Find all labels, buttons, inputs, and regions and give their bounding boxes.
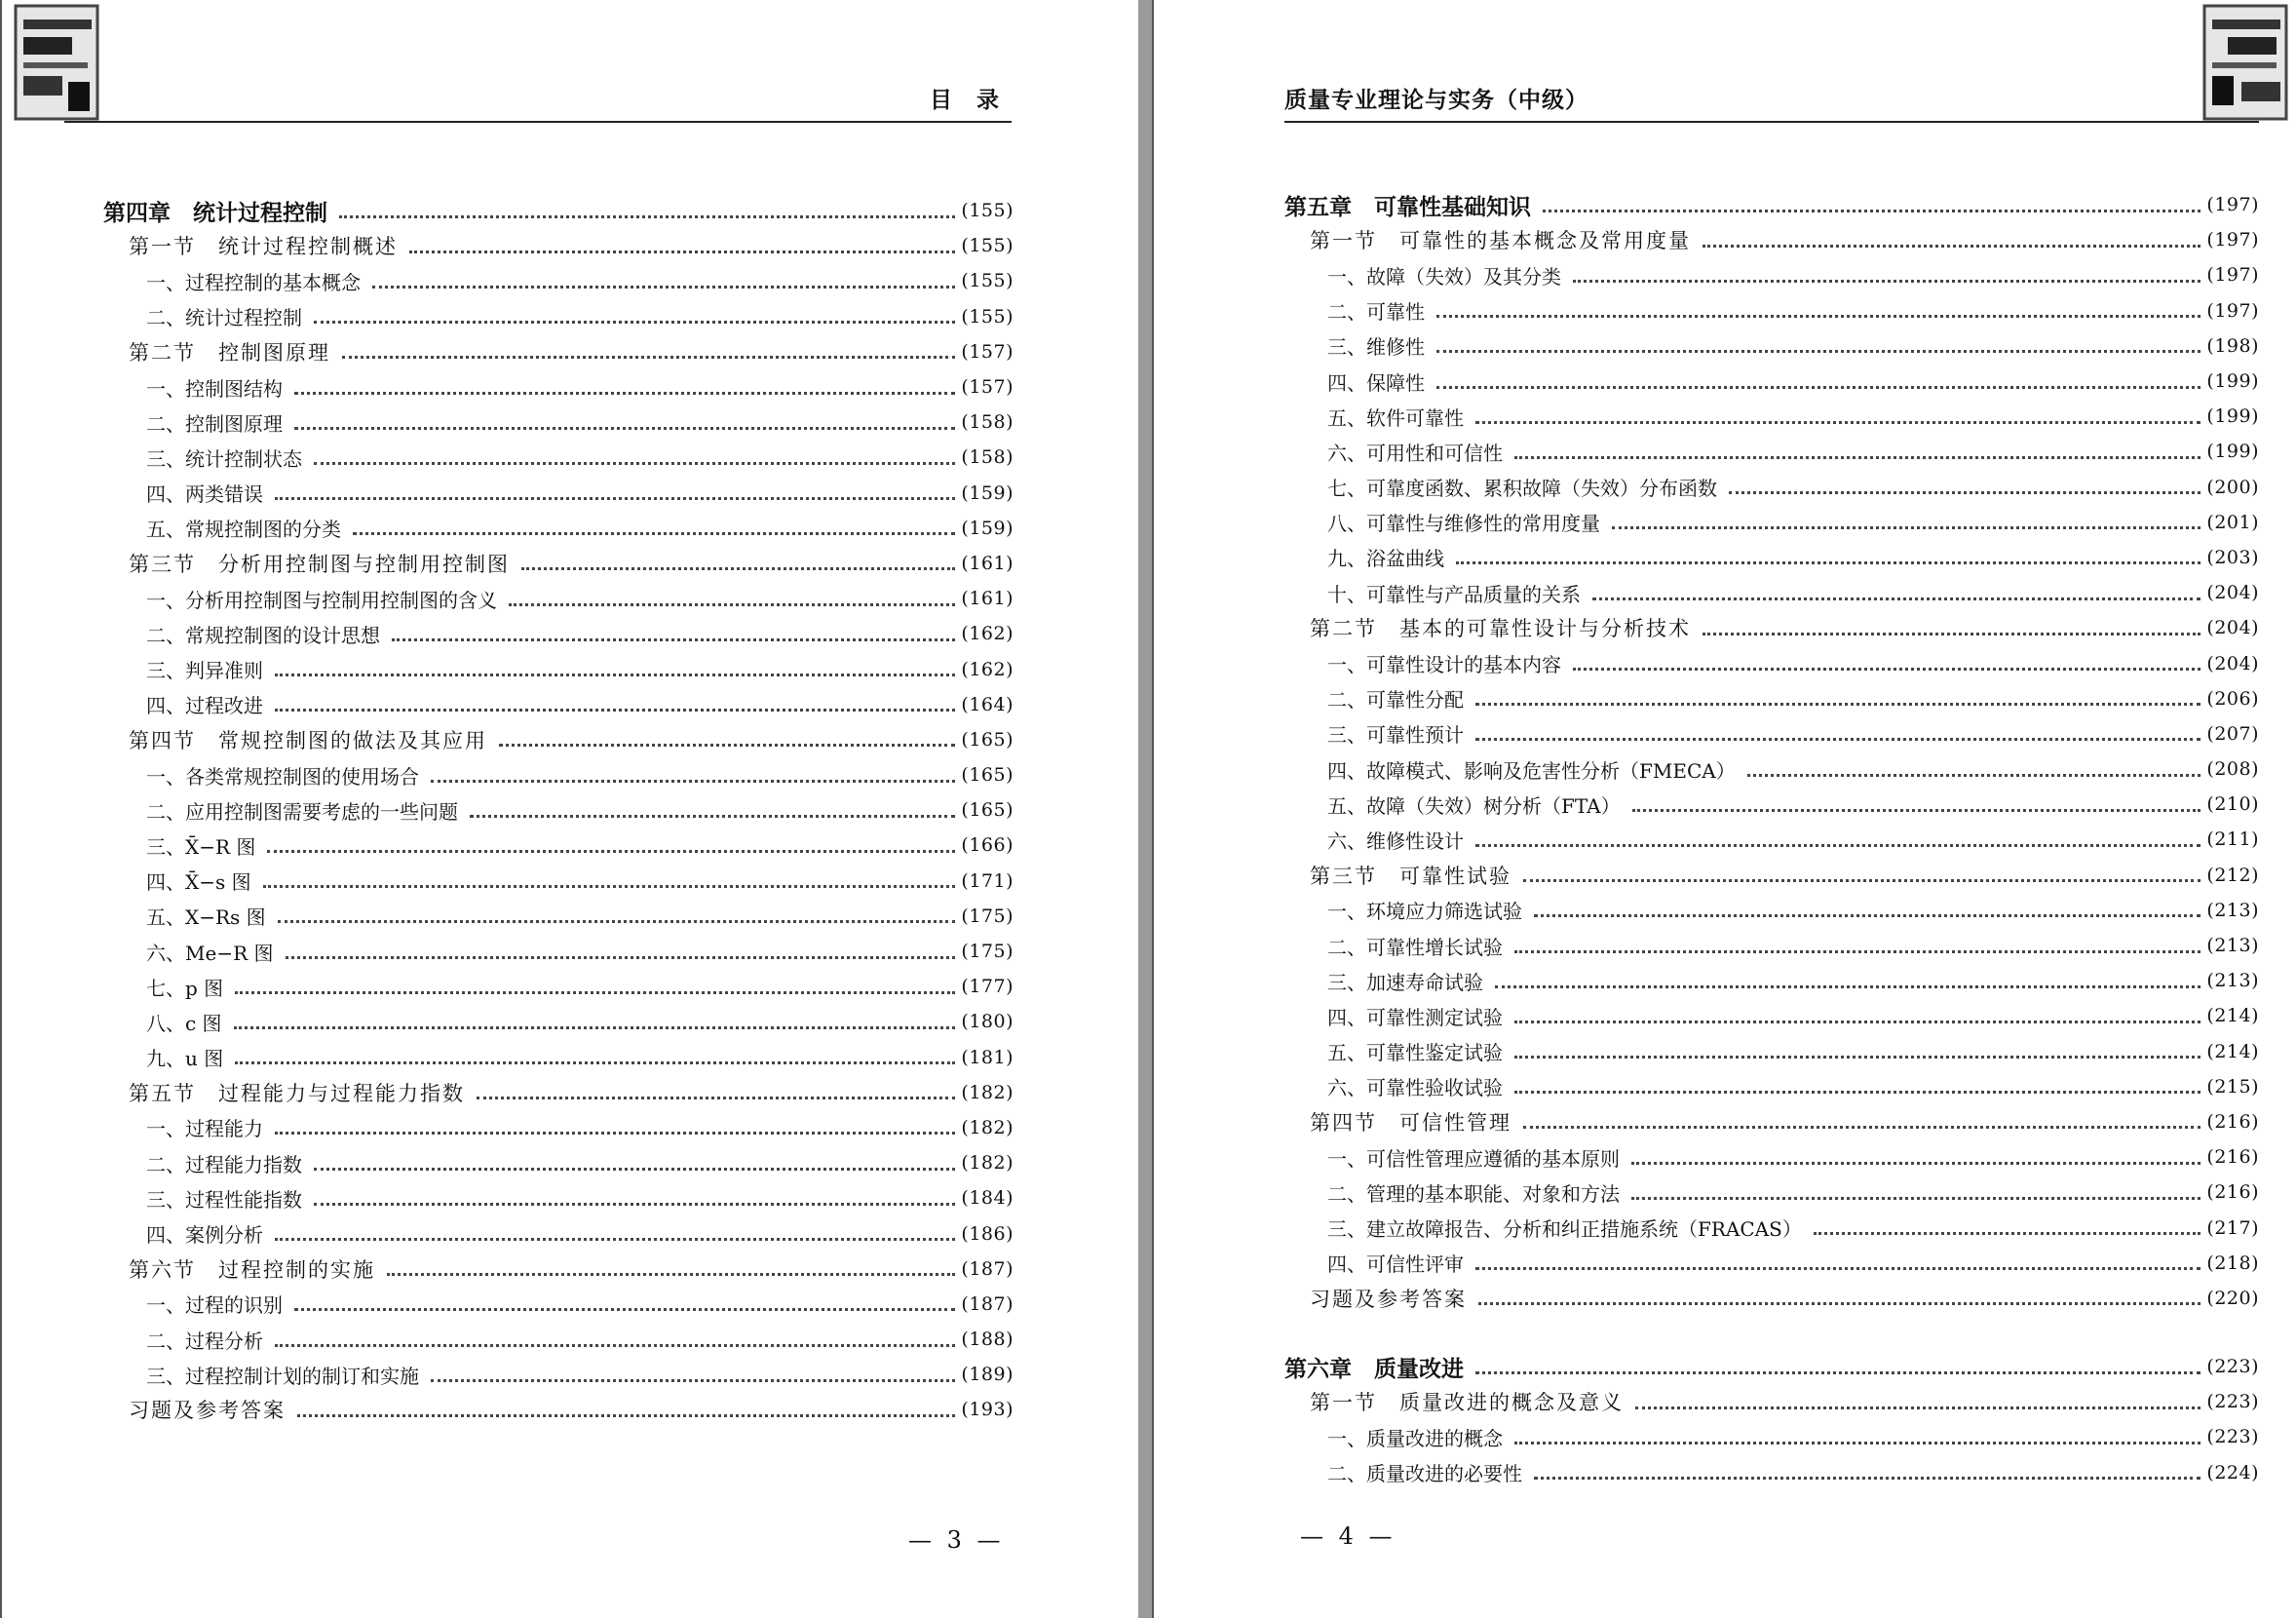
toc-entry-title: 一、故障（失效）及其分类 [1327, 264, 1561, 289]
toc-entry-title: 三、维修性 [1327, 335, 1425, 360]
toc-entry-title: 三、X̄−R 图 [146, 834, 256, 859]
toc-entry-item[interactable] [1284, 434, 2259, 469]
scan-stamp-icon [10, 0, 103, 125]
toc-entry-section[interactable] [103, 1252, 1014, 1287]
toc-entry-title: 习题及参考答案 [129, 1399, 286, 1423]
dot-leader [263, 885, 956, 888]
scan-stamp-icon [2199, 0, 2292, 125]
book-gutter [1138, 0, 1152, 1618]
toc-entry-item[interactable] [1284, 1246, 2259, 1281]
dot-leader [1747, 774, 2201, 777]
right-page [1152, 0, 2296, 1618]
dot-leader [1592, 597, 2200, 600]
toc-entry-page: (161) [961, 552, 1014, 574]
page-number: — 4 — [1300, 1522, 1397, 1550]
toc-entry-page: (216) [2206, 1146, 2259, 1169]
toc-entry-page: (206) [2206, 687, 2259, 710]
dot-leader [294, 427, 955, 430]
toc-entry-item[interactable] [1284, 681, 2259, 716]
toc-entry-title: 三、加速寿命试验 [1327, 970, 1483, 994]
toc-entry-title: 三、过程控制计划的制订和实施 [146, 1364, 419, 1388]
dot-leader [1703, 633, 2200, 636]
dot-leader [314, 1168, 955, 1171]
toc-entry-title: 第四节 可信性管理 [1310, 1110, 1512, 1135]
dot-leader [1475, 421, 2200, 424]
toc-entry-item[interactable] [1284, 257, 2259, 292]
toc-entry-page: (175) [961, 905, 1014, 927]
toc-entry-section[interactable] [103, 228, 1014, 263]
toc-entry-title: 四、保障性 [1327, 370, 1425, 395]
dot-leader [509, 603, 955, 606]
toc-entry-title: 二、常规控制图的设计思想 [146, 623, 380, 647]
toc-entry-item[interactable] [1284, 364, 2259, 399]
running-head: 质量专业理论与实务（中级） [1284, 88, 1588, 113]
toc-entry-title: 三、判异准则 [146, 659, 263, 683]
toc-entry-title: 一、质量改进的概念 [1327, 1426, 1503, 1450]
toc-entry-title: 第五章 可靠性基础知识 [1284, 194, 1531, 220]
dot-leader [286, 956, 956, 959]
toc-entry-page: (171) [961, 869, 1014, 892]
dot-leader [1475, 1371, 2200, 1374]
dot-leader [1514, 1021, 2200, 1023]
toc-entry-page: (166) [961, 834, 1014, 857]
toc-entry-page: (211) [2206, 828, 2259, 851]
toc-entry-item[interactable] [103, 476, 1014, 511]
toc-entry-page: (165) [961, 764, 1014, 787]
toc-entry-page: (162) [961, 658, 1014, 680]
toc-entry-section[interactable] [1284, 1384, 2259, 1419]
toc-entry-page: (199) [2206, 441, 2259, 463]
toc-entry-page: (199) [2206, 370, 2259, 393]
header-rule [64, 121, 1012, 123]
toc-entry-page: (210) [2206, 793, 2259, 816]
dot-leader [1632, 809, 2201, 812]
toc-entry-item[interactable] [1284, 1175, 2259, 1210]
dot-leader [314, 462, 955, 465]
toc-entry-item[interactable] [103, 899, 1014, 934]
toc-entry-item[interactable] [103, 1287, 1014, 1322]
toc-entry-title: 二、过程分析 [146, 1329, 263, 1353]
dot-leader [1523, 879, 2200, 882]
toc-entry-title: 第三节 分析用控制图与控制用控制图 [129, 552, 510, 576]
toc-entry-item[interactable] [103, 792, 1014, 828]
toc-entry-item[interactable] [1284, 751, 2259, 787]
dot-leader [314, 321, 955, 324]
toc-entry-title: 五、软件可靠性 [1327, 405, 1464, 430]
table-of-contents [1284, 187, 2259, 1490]
toc-entry-item[interactable] [1284, 1210, 2259, 1245]
dot-leader [431, 780, 955, 783]
toc-entry-page: (198) [2206, 334, 2259, 357]
header-rule [1284, 121, 2259, 123]
toc-entry-section[interactable] [1284, 222, 2259, 257]
toc-entry-title: 第一节 可靠性的基本概念及常用度量 [1310, 229, 1691, 253]
toc-entry-page: (213) [2206, 899, 2259, 921]
toc-entry-page: (200) [2206, 476, 2259, 498]
toc-entry-page: (158) [961, 411, 1014, 434]
toc-entry-page: (187) [961, 1257, 1014, 1280]
toc-entry-page: (197) [2206, 264, 2259, 287]
toc-entry-page: (223) [2206, 1391, 2259, 1413]
dot-leader [1495, 985, 2200, 988]
dot-leader [1475, 844, 2200, 847]
toc-entry-page: (165) [961, 728, 1014, 751]
toc-entry-item[interactable] [103, 864, 1014, 899]
dot-leader [1612, 526, 2200, 529]
toc-entry-item[interactable] [1284, 963, 2259, 998]
toc-entry-page: (224) [2206, 1461, 2259, 1483]
dot-leader [1534, 1477, 2200, 1480]
toc-entry-section[interactable] [103, 546, 1014, 581]
toc-entry-page: (165) [961, 799, 1014, 822]
toc-entry-item[interactable] [1284, 1419, 2259, 1454]
toc-entry-item[interactable] [103, 299, 1014, 334]
toc-entry-page: (213) [2206, 935, 2259, 957]
dot-leader [1514, 1442, 2200, 1445]
toc-entry-item[interactable] [1284, 328, 2259, 364]
toc-entry-title: 六、可靠性验收试验 [1327, 1076, 1503, 1100]
toc-entry-page: (201) [2206, 511, 2259, 533]
dot-leader [387, 1273, 955, 1276]
toc-entry-page: (217) [2206, 1216, 2259, 1239]
toc-entry-title: 一、分析用控制图与控制用控制图的含义 [146, 588, 497, 612]
toc-entry-exercise[interactable] [103, 1392, 1014, 1427]
toc-entry-title: 三、建立故障报告、分析和纠正措施系统（FRACAS） [1327, 1217, 1802, 1242]
dot-leader [1514, 456, 2200, 459]
dot-leader [1814, 1232, 2201, 1235]
dot-leader [1436, 386, 2200, 389]
toc-entry-page: (199) [2206, 405, 2259, 428]
toc-entry-section[interactable] [103, 1075, 1014, 1110]
toc-entry-title: 第二节 基本的可靠性设计与分析技术 [1310, 617, 1691, 641]
toc-entry-item[interactable] [1284, 470, 2259, 505]
toc-entry-title: 六、Me−R 图 [146, 941, 274, 965]
toc-entry-title: 一、过程的识别 [146, 1293, 283, 1318]
toc-entry-title: 第四章 统计过程控制 [103, 200, 327, 226]
toc-entry-title: 一、过程能力 [146, 1117, 263, 1141]
toc-entry-page: (197) [2206, 299, 2259, 322]
toc-entry-page: (188) [961, 1329, 1014, 1351]
toc-entry-title: 一、环境应力筛选试验 [1327, 900, 1522, 924]
dot-leader [275, 1132, 955, 1135]
dot-leader [1543, 210, 2200, 212]
toc-entry-page: (204) [2206, 617, 2259, 639]
toc-entry-page: (214) [2206, 1005, 2259, 1027]
dot-leader [294, 392, 955, 395]
toc-entry-title: 二、可靠性分配 [1327, 688, 1464, 713]
toc-entry-chapter[interactable] [103, 193, 1014, 228]
dot-leader [275, 1344, 955, 1347]
toc-entry-item[interactable] [103, 934, 1014, 969]
toc-entry-title: 四、两类错误 [146, 482, 263, 507]
toc-entry-page: (223) [2206, 1356, 2259, 1378]
dot-leader [521, 567, 955, 570]
toc-entry-page: (155) [961, 270, 1014, 292]
dot-leader [1456, 561, 2200, 564]
toc-entry-item[interactable] [103, 616, 1014, 651]
toc-entry-title: 二、可靠性增长试验 [1327, 935, 1503, 959]
dot-leader [1436, 315, 2200, 318]
toc-entry-item[interactable] [1284, 1139, 2259, 1175]
toc-entry-title: 九、u 图 [146, 1047, 224, 1071]
toc-entry-item[interactable] [1284, 1455, 2259, 1490]
toc-entry-item[interactable] [103, 440, 1014, 475]
toc-entry-page: (218) [2206, 1252, 2259, 1274]
dot-leader [275, 1238, 955, 1241]
toc-entry-title: 第四节 常规控制图的做法及其应用 [129, 728, 487, 752]
toc-entry-page: (162) [961, 623, 1014, 645]
dot-leader [1635, 1406, 2200, 1409]
toc-entry-page: (197) [2206, 229, 2259, 251]
toc-entry-section[interactable] [1284, 610, 2259, 645]
toc-entry-title: 四、可信性评审 [1327, 1252, 1464, 1277]
toc-entry-title: 第二节 控制图原理 [129, 340, 330, 365]
toc-entry-title: 一、可靠性设计的基本内容 [1327, 653, 1561, 677]
toc-entry-title: 一、可信性管理应遵循的基本原则 [1327, 1146, 1620, 1171]
dot-leader [470, 815, 955, 818]
toc-entry-title: 第三节 可靠性试验 [1310, 864, 1512, 888]
toc-entry-title: 七、p 图 [146, 976, 224, 1000]
toc-entry-item[interactable] [103, 757, 1014, 792]
dot-leader [275, 497, 955, 500]
toc-entry-page: (193) [961, 1399, 1014, 1421]
toc-entry-item[interactable] [103, 1357, 1014, 1392]
toc-entry-title: 第五节 过程能力与过程能力指数 [129, 1081, 465, 1105]
toc-entry-title: 四、案例分析 [146, 1223, 263, 1248]
dot-leader [294, 1308, 955, 1311]
dot-leader [267, 850, 955, 853]
dot-leader [409, 250, 955, 253]
running-head: 目 录 [930, 88, 1000, 113]
toc-entry-title: 六、维修性设计 [1327, 828, 1464, 853]
toc-entry-page: (159) [961, 517, 1014, 539]
toc-entry-item[interactable] [1284, 998, 2259, 1033]
toc-entry-chapter[interactable] [1284, 187, 2259, 222]
left-page [0, 0, 1138, 1618]
toc-entry-title: 二、应用控制图需要考虑的一些问题 [146, 799, 458, 824]
toc-entry-title: 十、可靠性与产品质量的关系 [1327, 582, 1581, 606]
dot-leader [278, 920, 956, 923]
toc-entry-page: (213) [2206, 970, 2259, 992]
toc-entry-title: 三、统计控制状态 [146, 446, 302, 471]
toc-entry-page: (203) [2206, 546, 2259, 568]
toc-entry-title: 五、常规控制图的分类 [146, 518, 341, 542]
toc-entry-item[interactable] [1284, 505, 2259, 540]
dot-leader [477, 1097, 955, 1099]
toc-entry-item[interactable] [1284, 293, 2259, 328]
toc-entry-item[interactable] [103, 687, 1014, 722]
toc-entry-page: (208) [2206, 758, 2259, 781]
toc-entry-item[interactable] [1284, 399, 2259, 434]
dot-leader [275, 709, 955, 712]
toc-entry-item[interactable] [103, 1180, 1014, 1215]
dot-leader [1631, 1197, 2200, 1200]
toc-entry-title: 三、可靠性预计 [1327, 723, 1464, 748]
dot-leader [1729, 491, 2200, 494]
dot-leader [353, 532, 955, 535]
toc-entry-item[interactable] [1284, 787, 2259, 822]
toc-entry-title: 四、故障模式、影响及危害性分析（FMECA） [1327, 758, 1736, 783]
toc-entry-item[interactable] [1284, 822, 2259, 857]
toc-entry-title: 九、浴盆曲线 [1327, 547, 1444, 571]
dot-leader [372, 286, 955, 289]
toc-entry-item[interactable] [1284, 1069, 2259, 1104]
toc-entry-title: 六、可用性和可信性 [1327, 441, 1503, 465]
toc-entry-title: 第六章 质量改进 [1284, 1356, 1464, 1382]
toc-entry-title: 八、可靠性与维修性的常用度量 [1327, 512, 1600, 536]
toc-entry-section[interactable] [1284, 1104, 2259, 1139]
toc-entry-item[interactable] [1284, 928, 2259, 963]
dot-leader [339, 215, 955, 218]
dot-leader [1523, 1126, 2200, 1129]
toc-entry-title: 四、过程改进 [146, 694, 263, 718]
toc-entry-item[interactable] [103, 1145, 1014, 1180]
toc-entry-page: (155) [961, 200, 1014, 222]
toc-entry-item[interactable] [1284, 716, 2259, 751]
dot-leader [234, 1026, 956, 1029]
toc-entry-page: (155) [961, 305, 1014, 327]
toc-entry-page: (204) [2206, 652, 2259, 674]
toc-entry-item[interactable] [1284, 540, 2259, 575]
toc-entry-title: 第一节 质量改进的概念及意义 [1310, 1391, 1624, 1415]
toc-entry-item[interactable] [103, 969, 1014, 1004]
toc-entry-page: (157) [961, 376, 1014, 399]
toc-entry-item[interactable] [103, 1215, 1014, 1251]
toc-entry-page: (223) [2206, 1426, 2259, 1448]
toc-entry-page: (207) [2206, 722, 2259, 745]
dot-leader [1514, 1056, 2200, 1059]
dot-leader [1514, 1091, 2200, 1094]
toc-entry-title: 四、可靠性测定试验 [1327, 1005, 1503, 1029]
toc-entry-page: (180) [961, 1011, 1014, 1033]
toc-entry-page: (155) [961, 235, 1014, 257]
toc-entry-title: 第一节 统计过程控制概述 [129, 235, 398, 259]
dot-leader [1631, 1162, 2200, 1165]
toc-entry-exercise[interactable] [1284, 1281, 2259, 1316]
dot-leader [1475, 1267, 2200, 1270]
toc-entry-title: 一、控制图结构 [146, 376, 283, 401]
toc-entry-item[interactable] [103, 828, 1014, 863]
page-number: — 3 — [908, 1526, 1005, 1554]
toc-entry-title: 习题及参考答案 [1310, 1287, 1467, 1311]
dot-leader [431, 1379, 955, 1382]
toc-entry-title: 二、可靠性 [1327, 300, 1425, 325]
toc-entry-page: (216) [2206, 1110, 2259, 1133]
dot-leader [297, 1414, 955, 1417]
dot-leader [314, 1203, 955, 1206]
toc-entry-item[interactable] [103, 511, 1014, 546]
toc-entry-title: 一、过程控制的基本概念 [146, 270, 361, 294]
toc-entry-page: (214) [2206, 1040, 2259, 1062]
dot-leader [342, 356, 955, 359]
toc-entry-item[interactable] [103, 1110, 1014, 1145]
toc-entry-title: 四、X̄−s 图 [146, 870, 251, 895]
toc-entry-page: (159) [961, 482, 1014, 504]
toc-entry-page: (212) [2206, 864, 2259, 886]
toc-entry-item[interactable] [103, 1004, 1014, 1039]
toc-entry-page: (216) [2206, 1181, 2259, 1204]
toc-entry-page: (161) [961, 588, 1014, 610]
toc-entry-item[interactable] [103, 404, 1014, 440]
toc-entry-item[interactable] [1284, 645, 2259, 680]
toc-entry-item[interactable] [103, 651, 1014, 686]
dot-leader [1475, 738, 2200, 741]
toc-entry-page: (186) [961, 1222, 1014, 1245]
toc-entry-page: (189) [961, 1364, 1014, 1386]
toc-entry-page: (187) [961, 1292, 1014, 1315]
dot-leader [1573, 668, 2200, 671]
toc-entry-page: (184) [961, 1187, 1014, 1210]
dot-leader [499, 744, 955, 747]
toc-entry-page: (175) [961, 941, 1014, 963]
toc-entry-section[interactable] [103, 722, 1014, 757]
dot-leader [1478, 1302, 2200, 1305]
toc-entry-title: 二、统计过程控制 [146, 306, 302, 330]
table-of-contents [103, 193, 1014, 1428]
toc-entry-chapter[interactable] [1284, 1349, 2259, 1384]
toc-entry-item[interactable] [1284, 1034, 2259, 1069]
toc-entry-title: 七、可靠度函数、累积故障（失效）分布函数 [1327, 477, 1717, 501]
toc-entry-item[interactable] [103, 263, 1014, 298]
toc-entry-page: (215) [2206, 1075, 2259, 1098]
toc-entry-item[interactable] [1284, 893, 2259, 928]
toc-entry-title: 二、管理的基本职能、对象和方法 [1327, 1181, 1620, 1206]
toc-entry-title: 第六节 过程控制的实施 [129, 1257, 375, 1282]
toc-entry-title: 三、过程性能指数 [146, 1187, 302, 1212]
toc-spacer [1284, 1316, 2259, 1349]
toc-entry-page: (220) [2206, 1287, 2259, 1309]
toc-entry-page: (204) [2206, 582, 2259, 604]
dot-leader [1534, 914, 2200, 917]
toc-entry-page: (182) [961, 1081, 1014, 1103]
toc-entry-title: 五、可靠性鉴定试验 [1327, 1041, 1503, 1065]
toc-entry-title: 一、各类常规控制图的使用场合 [146, 764, 419, 789]
dot-leader [1514, 950, 2200, 953]
toc-entry-page: (158) [961, 446, 1014, 469]
toc-entry-section[interactable] [1284, 858, 2259, 893]
toc-entry-page: (157) [961, 340, 1014, 363]
toc-entry-page: (182) [961, 1152, 1014, 1175]
dot-leader [235, 1061, 955, 1064]
toc-entry-title: 二、质量改进的必要性 [1327, 1462, 1522, 1486]
toc-entry-page: (177) [961, 976, 1014, 998]
toc-entry-page: (181) [961, 1046, 1014, 1068]
toc-entry-page: (164) [961, 693, 1014, 715]
dot-leader [235, 991, 955, 994]
toc-entry-section[interactable] [103, 334, 1014, 369]
toc-entry-page: (197) [2206, 194, 2259, 216]
toc-entry-title: 五、X−Rs 图 [146, 905, 266, 930]
toc-entry-title: 二、过程能力指数 [146, 1152, 302, 1176]
dot-leader [1475, 703, 2200, 706]
toc-entry-item[interactable] [103, 581, 1014, 616]
toc-entry-item[interactable] [103, 1322, 1014, 1357]
dot-leader [392, 638, 955, 641]
toc-entry-title: 二、控制图原理 [146, 411, 283, 436]
toc-entry-title: 八、c 图 [146, 1011, 222, 1035]
dot-leader [1703, 245, 2200, 248]
toc-entry-page: (182) [961, 1116, 1014, 1138]
toc-entry-item[interactable] [103, 1040, 1014, 1075]
dot-leader [1573, 280, 2200, 283]
dot-leader [1436, 350, 2200, 353]
toc-entry-item[interactable] [1284, 575, 2259, 610]
toc-entry-title: 五、故障（失效）树分析（FTA） [1327, 793, 1621, 818]
toc-entry-item[interactable] [103, 369, 1014, 404]
dot-leader [275, 674, 955, 676]
